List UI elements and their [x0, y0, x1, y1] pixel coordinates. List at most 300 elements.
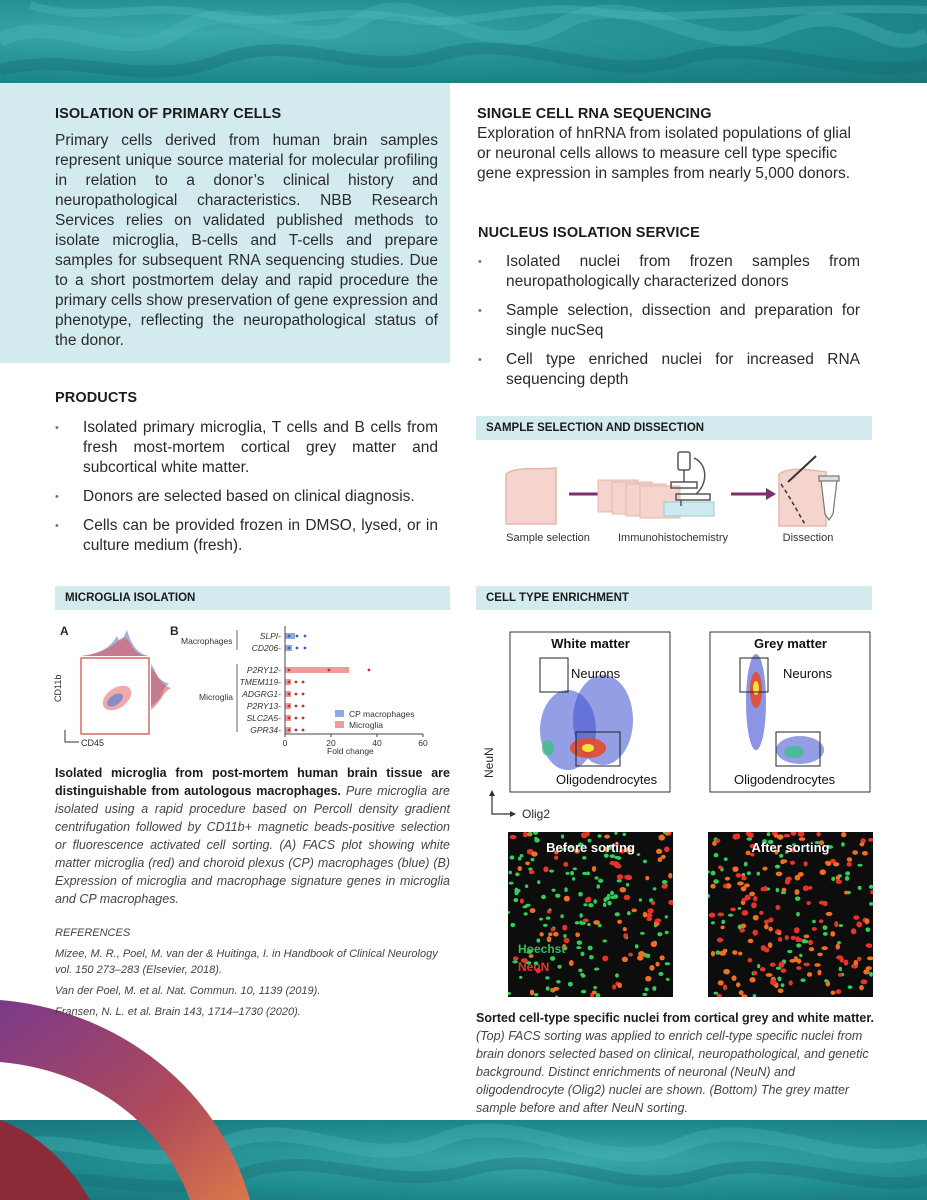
nucleus-dot [564, 896, 570, 902]
nucleus-dot [803, 861, 807, 866]
nucleus-dot [586, 897, 591, 903]
nucleus-dot [833, 862, 839, 866]
nucleus-dot [795, 936, 799, 942]
nucleus-dot [593, 920, 600, 925]
nucleus-dot [738, 952, 742, 956]
nucleus-dot [514, 888, 518, 893]
nucleus-dot [610, 896, 615, 899]
nucleus-dot [553, 932, 559, 937]
nucleus-dot [562, 925, 567, 931]
nucleus-dot [566, 872, 570, 875]
nucleus-dot [580, 952, 584, 957]
nucleus-dot [615, 912, 620, 916]
nucleus-dot [563, 862, 568, 867]
nucleus-dot [563, 934, 566, 938]
nucleus-dot [839, 967, 842, 971]
gene-bar [285, 667, 349, 673]
list-item: • Cells can be provided frozen in DMSO, lysed, or in culture medium (fresh). [55, 517, 438, 554]
nucleus-dot [645, 876, 649, 880]
nucleus-dot [612, 984, 616, 989]
nucleus-dot [749, 892, 755, 897]
nucleus-dot [628, 953, 633, 957]
nucleus-dot [576, 946, 581, 949]
data-point [295, 705, 298, 708]
nucleus-dot [841, 832, 846, 837]
nucleus-dot [720, 926, 724, 930]
nucleus-dot [817, 970, 821, 976]
nucleus-dot [534, 993, 538, 996]
nucleus-dot [752, 930, 758, 936]
x-tick-label: 60 [418, 738, 428, 748]
nucleus-dot [851, 928, 857, 934]
nucleus-dot [642, 993, 647, 996]
neurons-label: Neurons [783, 666, 833, 681]
nucleus-dot [764, 919, 769, 924]
nucleus-dot [724, 857, 728, 861]
axis-arrows-icon [488, 790, 518, 820]
products-heading: PRODUCTS [55, 390, 138, 406]
nucleus-dot [791, 832, 797, 836]
nucleus-dot [568, 982, 573, 987]
x-tick-label: 0 [282, 738, 288, 748]
nucleus-dot [598, 834, 602, 838]
nucleus-dot [638, 951, 645, 957]
nucleus-dot [845, 871, 850, 875]
nucleus-dot [587, 923, 590, 926]
nucleus-dot [866, 966, 872, 970]
data-point [304, 647, 307, 650]
nucleus-dot [803, 885, 809, 891]
nucleus-dot [510, 835, 517, 839]
nucleus-dot [718, 980, 724, 985]
data-point [302, 681, 305, 684]
nucleus-dot [718, 865, 722, 869]
nucleus-dot [623, 933, 628, 939]
nucleus-dot [607, 901, 611, 906]
nucleus-dot [592, 991, 597, 995]
nucleus-dot [770, 963, 776, 967]
nucleus-dot [579, 920, 582, 924]
nucleus-dot [844, 960, 849, 966]
nucleus-dot [518, 866, 522, 871]
nucleus-dot [730, 907, 736, 911]
nucleus-dot [560, 914, 563, 918]
nucleus-dot [578, 969, 582, 973]
nucleus-dot [515, 872, 519, 876]
olig2-axis-label: Olig2 [522, 807, 551, 821]
nucleus-dot [610, 891, 614, 896]
nucleus-dot [753, 915, 759, 921]
data-point [302, 717, 305, 720]
nucleus-dot [766, 973, 773, 977]
nucleus-dot [541, 895, 546, 899]
nucleus-dot [796, 966, 801, 970]
nucleus-dot [750, 977, 756, 982]
nucleus-dot [803, 963, 810, 967]
fold-change-plot [175, 622, 450, 757]
legend-swatch-macrophages [335, 710, 344, 717]
nucleus-dot [757, 872, 760, 876]
data-point [295, 729, 298, 732]
nucleus-dot [508, 992, 511, 995]
nucleus-dot [796, 943, 801, 947]
nucleus-dot [861, 979, 868, 984]
nucleus-dot [768, 927, 772, 932]
list-item: • Isolated nuclei from frozen samples from neuropathologically characterized donors [478, 253, 860, 290]
legend-microglia: Microglia [349, 720, 384, 730]
nucleus-dot [831, 991, 836, 995]
reference-item: Mizee, M. R., Poel, M. van der & Huitinga, I. in Handbook of Clinical Neurology vol. 150 273–283 (Elsevier, 2018). [55, 948, 438, 976]
nucleus-dot [836, 876, 841, 880]
nucleus-dot [557, 965, 561, 969]
data-point [295, 717, 298, 720]
nucleus-dot [812, 920, 816, 923]
nucleus-dot [543, 866, 548, 872]
nucleus-dot [717, 938, 723, 943]
nucleus-dot [643, 860, 647, 864]
nucleus-dot [523, 905, 528, 908]
nucleus-dot [826, 981, 831, 987]
nucleus-dot [545, 976, 549, 979]
nucleus-dot [615, 864, 622, 869]
enrichment-caption: Sorted cell-type specific nuclei from cortical grey and white matter. (Top) FACS sorting was applied to enrich cell-type specific nuclei from brain donors selected based on clinical, neuropathological, and genetic background. Distinct enrichments of neuronal (NeuN) and oligodendrocyte (Olig2) nuclei are shown. (Bottom) The grey matter sample before and after NeuN sorting. [476, 1011, 875, 1115]
nucleus-dot [820, 869, 826, 875]
nucleus-dot [739, 990, 744, 995]
reference-item: Van der Poel, M. et al. Nat. Commun. 10, 1139 (2019). [55, 985, 321, 997]
nucleus-dot [575, 932, 580, 937]
nucleus-dot [844, 891, 848, 895]
list-item: • Cell type enriched nuclei for increased RNA sequencing depth [478, 351, 860, 388]
gene-label: P2RY13- [246, 701, 281, 711]
nucleus-dot [548, 932, 552, 936]
microglia-caption: Isolated microglia from post-mortem human brain tissue are distinguishable from autologous macrophages. Pure microglia are isolated using a rapid procedure based on Percoll density gradient centrifugation followed by CD11b+ magnetic beads-positive selection or fluorescence activated cell sorting. (A) FACS plot showing white matter microglia (red) and choroid plexus (CP) macrophages (blue) (B) Expression of microglia and macrophage signature genes in microglia and CP macrophages. [55, 766, 450, 906]
gene-label: P2RY12- [246, 665, 281, 675]
facs-axis-x: CD45 [81, 738, 105, 748]
nucleus-dot [623, 927, 627, 931]
nucleus-dot [627, 911, 631, 915]
nucleus-dot [759, 911, 763, 915]
nucleus-dot [845, 876, 849, 881]
nucleus-dot [790, 861, 795, 865]
micrograph-before [508, 832, 673, 997]
nucleus-dot [869, 972, 873, 977]
nucleus-dot [547, 910, 551, 914]
nucleus-dot [592, 866, 596, 872]
nucleus-dot [668, 873, 672, 879]
nucleus-dot [580, 973, 584, 976]
nucleus-dot [786, 877, 792, 881]
nucleus-dot [556, 980, 561, 984]
nucleus-dot [869, 902, 873, 906]
nucleus-dot [649, 965, 654, 971]
nucleus-dot [709, 913, 716, 918]
nucleus-dot [865, 927, 870, 931]
nucleus-dot [711, 951, 715, 957]
bullet-icon: • [478, 305, 482, 317]
nucleus-dot [572, 877, 575, 881]
nucleus-dot [778, 962, 784, 968]
nucleus-dot [529, 870, 535, 874]
nucleus-dot [736, 873, 742, 878]
nucleus-dot [607, 894, 610, 897]
decorative-swoosh [0, 1000, 260, 1200]
nucleus-dot [859, 985, 864, 990]
oligodendrocytes-label: Oligodendrocytes [734, 772, 836, 787]
nucleus-dot [614, 832, 617, 835]
label-dissection: Dissection [782, 532, 834, 544]
nucleus-dot [620, 887, 627, 893]
nucleus-dot [831, 877, 835, 881]
bullet-icon: • [55, 491, 59, 503]
nucleus-dot [708, 870, 710, 873]
bullet-icon: • [478, 354, 482, 366]
neun-axis-label: NeuN [482, 747, 496, 778]
nucleus-dot [661, 884, 667, 889]
nucleus-dot [723, 949, 728, 953]
axis-arrows-icon [63, 730, 83, 746]
nucleus-dot [653, 887, 657, 890]
bullet-icon: • [55, 520, 59, 532]
nucleus-dot [836, 944, 840, 950]
x-tick-label: 20 [326, 738, 336, 748]
nucleus-dot [732, 866, 738, 872]
nucleus-dot [603, 902, 606, 907]
nucleus-dot [748, 958, 753, 962]
nucleus-dot [593, 986, 596, 990]
scrnaseq-text: Exploration of hnRNA from isolated populations of glial or neuronal cells allows to measure cell type specific gene expression in samples from nearly 5,000 donors. [477, 125, 851, 182]
nucleus-dot [598, 879, 603, 883]
nucleus-dot [741, 876, 746, 881]
nucleus-dot [582, 872, 587, 875]
legend-swatch-microglia [335, 721, 344, 728]
gene-labels [240, 631, 282, 735]
data-point [302, 693, 305, 696]
nucleus-dot [826, 912, 833, 916]
nucleus-dot [624, 875, 631, 880]
nucleus-dot [615, 973, 619, 977]
nucleus-dot [588, 903, 593, 907]
neun-label: NeuN [518, 960, 550, 974]
nucleus-dot [665, 962, 670, 965]
nucleus-dot [732, 950, 737, 955]
nucleus-dot [800, 978, 805, 982]
nucleus-dot [513, 898, 518, 902]
nucleus-dot [796, 912, 800, 916]
nucleus-dot [781, 888, 786, 892]
top-banner [0, 0, 927, 83]
nucleus-dot [768, 942, 773, 948]
nucleus-dot [838, 973, 843, 977]
nucleus-dot [821, 946, 828, 950]
nucleus-dot [581, 990, 586, 994]
nucleus-dot [554, 856, 558, 860]
nucleus-dot [596, 993, 601, 997]
nucleus-dot [816, 832, 820, 837]
nucleus-dot [738, 907, 741, 910]
scrnaseq-heading: SINGLE CELL RNA SEQUENCING [477, 106, 712, 122]
nucleus-dot [539, 918, 543, 921]
nucleus-dot [661, 855, 666, 859]
nucleus-dot [546, 986, 550, 990]
nucleus-dot [866, 943, 872, 947]
nucleus-dot [857, 864, 862, 867]
gene-label: ADGRG1- [242, 689, 281, 699]
isolation-text: Primary cells derived from human brain samples represent unique source material for molecular profiling in relation to a donor’s clinical history and neuropathological characteristics. NBB Research Services relies on validated published methods to isolate microglia, B-cells and T-cells and prepare samples for subsequent RNA sequencing studies. Due to a short postmortem delay and rapid procedure the primary cells show preservation of gene expression and phenotype, reflecting the neuropathological status of the donor. [55, 132, 438, 349]
microglia-figure [55, 622, 450, 757]
nucleus-dot [778, 937, 782, 942]
grey-matter-title: Grey matter [754, 636, 827, 651]
nucleus-dot [509, 882, 514, 885]
nucleus-dot [739, 928, 745, 932]
nucleus-dot [723, 969, 730, 975]
data-point [295, 693, 298, 696]
nucleus-dot [660, 955, 665, 960]
nucleus-dot [525, 884, 528, 888]
nucleus-dot [546, 917, 551, 920]
nucleus-dot [651, 941, 657, 947]
nucleus-dot [761, 887, 766, 892]
list-item: • Isolated primary microglia, T cells and B cells from fresh most-mortem cortical grey matter and subcortical white matter. [55, 419, 438, 476]
nucleus-dot [531, 858, 535, 862]
nucleus-dot [768, 917, 773, 922]
panel-a-label: A [60, 624, 69, 638]
nucleus-dot [657, 932, 662, 936]
nucleus-dot [555, 894, 560, 898]
nucleus-dot [853, 915, 859, 919]
nucleus-dot [717, 994, 722, 997]
nucleus-dot [817, 953, 823, 957]
nucleus-dot [533, 832, 538, 835]
nucleus-dot [856, 921, 862, 927]
nucleus-dot [708, 894, 710, 898]
group-label-microglia: Microglia [199, 692, 234, 702]
nucleus-dot [651, 901, 655, 905]
nucleus-dot [789, 980, 793, 985]
nucleus-dot [812, 927, 817, 931]
nucleus-dot [583, 903, 587, 906]
legend-macrophages: CP macrophages [349, 709, 415, 719]
neurons-label: Neurons [571, 666, 621, 681]
nucleus-dot [747, 871, 751, 875]
nucleus-dot [524, 912, 528, 915]
nucleus-dot [785, 935, 789, 940]
list-item: • Donors are selected based on clinical diagnosis. [55, 488, 415, 505]
references [55, 925, 450, 1020]
x-tick-label: 40 [372, 738, 382, 748]
nucleus-dot [510, 855, 515, 859]
nucleus-dot [583, 918, 589, 922]
nucleus-dot [710, 884, 715, 889]
nucleus-dot [830, 931, 835, 937]
nucleus-dot [781, 983, 785, 987]
nucleus-dot [647, 908, 653, 913]
nucleus-dot [579, 913, 582, 918]
data-point [288, 681, 291, 684]
nucleus-dot [582, 856, 586, 859]
nucleus-list [478, 252, 860, 390]
label-sample-selection: Sample selection [506, 532, 590, 544]
nucleus-dot [798, 832, 805, 837]
nucleus-dot [635, 944, 639, 948]
nucleus-dot [537, 880, 540, 884]
nucleus-dot [718, 912, 725, 916]
nucleus-dot [735, 833, 740, 839]
nucleus-dot [870, 890, 873, 894]
nucleus-dot [668, 900, 673, 905]
nucleus-dot [645, 987, 649, 991]
nucleus-dot [665, 915, 668, 919]
nucleus-dot [777, 834, 783, 840]
nucleus-dot [764, 924, 769, 929]
nucleus-dot [518, 857, 521, 861]
data-point [288, 705, 291, 708]
data-point [288, 635, 291, 638]
nucleus-dot [777, 931, 781, 935]
nucleus-dot [869, 885, 873, 889]
nucleus-dot [823, 932, 828, 936]
nucleus-dot [602, 956, 608, 962]
nucleus-dot [744, 862, 748, 867]
nucleus-dot [794, 889, 799, 895]
nucleus-dot [510, 923, 515, 927]
nucleus-dot [794, 956, 798, 962]
nucleus-dot [549, 870, 554, 873]
data-point [302, 729, 305, 732]
nucleus-dot [603, 940, 607, 943]
nucleus-dot [658, 972, 663, 976]
nucleus-dot [836, 989, 842, 994]
nucleus-dot [854, 960, 859, 966]
nucleus-dot [858, 886, 862, 890]
nucleus-dot [744, 883, 750, 887]
nucleus-dot [836, 880, 842, 884]
nucleus-dot [551, 927, 555, 931]
nucleus-dot [655, 962, 659, 967]
facs-plot-a [77, 628, 173, 744]
hoechst-label: Hoechst [518, 942, 566, 956]
nucleus-dot [776, 871, 783, 876]
nucleus-dot [589, 955, 594, 959]
nucleus-dot [555, 995, 558, 997]
data-point [296, 635, 299, 638]
nucleus-dot [594, 968, 599, 971]
nucleus-dot [822, 925, 827, 930]
nucleus-dot [662, 880, 667, 884]
data-point [302, 705, 305, 708]
nucleus-dot [839, 957, 843, 963]
nucleus-dot [552, 889, 556, 892]
nucleus-dot [753, 971, 757, 976]
nucleus-dot [721, 920, 725, 924]
x-axis-label: Fold change [327, 746, 374, 756]
nucleus-dot [643, 912, 647, 918]
nucleus-dot [575, 921, 580, 924]
nucleus-dot [617, 874, 623, 880]
gene-label: TMEM119- [239, 677, 281, 687]
nucleus-dot [834, 921, 838, 927]
nucleus-dot [814, 963, 820, 967]
data-point [288, 669, 291, 672]
nucleus-dot [530, 908, 536, 913]
nucleus-dot [839, 924, 843, 927]
nucleus-dot [753, 896, 757, 901]
white-matter-title: White matter [551, 636, 630, 651]
nucleus-dot [737, 881, 744, 885]
nucleus-dot [631, 908, 637, 912]
nucleus-dot [639, 898, 642, 901]
nucleus-dot [731, 975, 736, 981]
nucleus-dot [713, 879, 719, 884]
